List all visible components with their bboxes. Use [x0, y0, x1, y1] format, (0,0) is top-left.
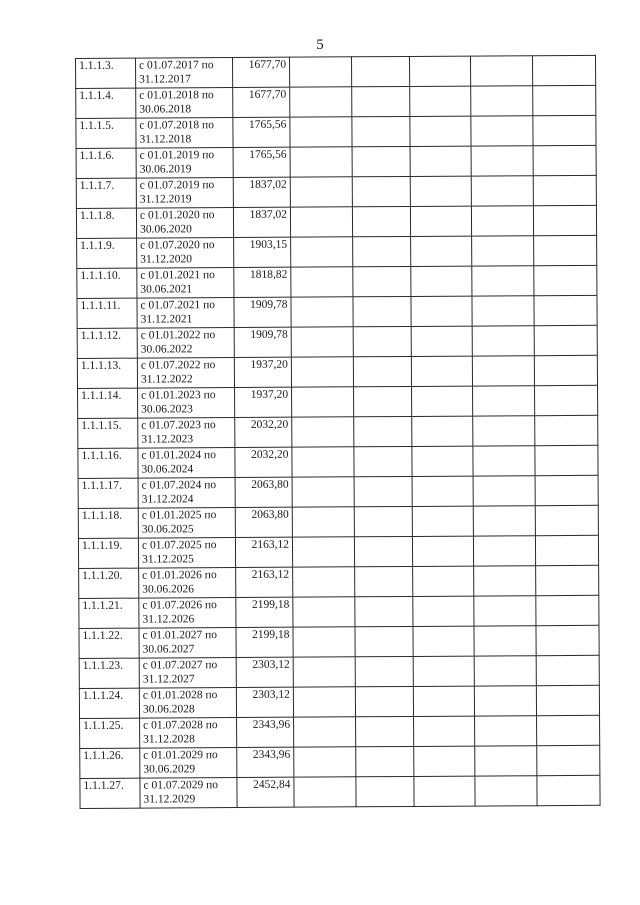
- period-start-text: с 01.07.2024 по: [141, 479, 217, 492]
- table-row: [80, 775, 600, 808]
- row-number-cell: 1.1.1.4.: [76, 88, 136, 118]
- tariff-value-cell: 1837,02: [233, 207, 290, 237]
- empty-cell: [356, 716, 414, 746]
- empty-cell: [412, 416, 473, 446]
- row-number-cell: 1.1.1.24.: [79, 688, 139, 718]
- period-cell: [140, 778, 237, 809]
- table-row: [76, 175, 596, 208]
- empty-cell: [292, 507, 354, 537]
- period-end-text: 30.06.2023: [141, 403, 193, 416]
- empty-cell: [290, 117, 352, 147]
- empty-cell: [354, 476, 412, 506]
- period-end-text: 30.06.2022: [140, 343, 193, 356]
- empty-cell: [473, 446, 535, 476]
- period-cell: [137, 298, 234, 329]
- period-end-text: 30.06.2026: [142, 583, 195, 596]
- period-start-text: с 01.07.2025 по: [141, 539, 217, 552]
- empty-cell: [294, 777, 356, 807]
- period-start-text: с 01.01.2029 по: [143, 749, 218, 762]
- row-number-cell: 1.1.1.25.: [80, 718, 140, 748]
- empty-cell: [290, 87, 352, 117]
- row-number-cell: 1.1.1.17.: [78, 478, 138, 508]
- empty-cell: [471, 116, 533, 146]
- table-row: [76, 205, 596, 238]
- period-start-text: с 01.01.2027 по: [142, 629, 218, 642]
- table-row: [78, 475, 598, 508]
- period-end-text: 30.06.2024: [141, 463, 194, 476]
- table-row: [76, 85, 596, 118]
- tariff-value-cell: 2063,80: [235, 507, 292, 537]
- period-start-text: с 01.01.2018 по: [139, 89, 214, 102]
- period-cell: [139, 568, 236, 599]
- tariff-value-cell: 1765,56: [233, 117, 290, 147]
- table-row: [78, 385, 598, 418]
- period-start-text: с 01.07.2022 по: [140, 359, 216, 372]
- period-start-text: с 01.07.2028 по: [143, 719, 218, 732]
- empty-cell: [413, 596, 474, 626]
- period-cell: [136, 58, 233, 89]
- period-start-text: с 01.01.2020 по: [139, 209, 215, 222]
- empty-cell: [355, 656, 413, 686]
- row-number-cell: 1.1.1.21.: [79, 598, 139, 628]
- empty-cell: [352, 146, 410, 176]
- table-row: [78, 445, 598, 478]
- table-row: [79, 565, 599, 598]
- empty-cell: [292, 387, 354, 417]
- empty-cell: [410, 176, 471, 206]
- tariff-value-cell: 2063,80: [235, 477, 292, 507]
- table-row: [78, 505, 598, 538]
- row-number-cell: 1.1.1.8.: [76, 208, 136, 238]
- period-start-text: с 01.07.2018 по: [139, 119, 214, 132]
- empty-cell: [352, 116, 410, 146]
- tariff-value-cell: 2303,12: [236, 687, 293, 717]
- table-row: [80, 745, 600, 778]
- period-end-text: 30.06.2029: [143, 763, 196, 776]
- empty-cell: [473, 386, 535, 416]
- table-row: [79, 685, 599, 718]
- empty-cell: [413, 686, 474, 716]
- empty-cell: [413, 656, 474, 686]
- row-number-cell: 1.1.1.26.: [80, 748, 140, 778]
- row-number-cell: 1.1.1.14.: [78, 388, 138, 418]
- period-cell: [138, 478, 235, 509]
- empty-cell: [354, 506, 412, 536]
- empty-cell: [471, 176, 533, 206]
- table-row: [78, 415, 598, 448]
- empty-cell: [537, 775, 600, 805]
- table-row: [77, 295, 597, 328]
- empty-cell: [293, 657, 355, 687]
- empty-cell: [474, 566, 536, 596]
- empty-cell: [536, 655, 599, 685]
- period-end-text: 31.12.2027: [142, 673, 195, 686]
- period-cell: [138, 418, 235, 449]
- tariff-value-cell: 1765,56: [233, 147, 290, 177]
- empty-cell: [411, 236, 472, 266]
- empty-cell: [291, 237, 353, 267]
- empty-cell: [474, 656, 536, 686]
- table-row: [77, 265, 597, 298]
- tariff-value-cell: 2343,96: [237, 747, 294, 777]
- empty-cell: [351, 56, 409, 86]
- row-number-cell: 1.1.1.20.: [79, 568, 139, 598]
- tariff-value-cell: 2303,12: [236, 657, 293, 687]
- period-start-text: с 01.07.2020 по: [140, 239, 215, 252]
- empty-cell: [410, 146, 471, 176]
- tariff-value-cell: 2452,84: [237, 777, 294, 807]
- empty-cell: [412, 506, 473, 536]
- empty-cell: [535, 445, 598, 475]
- empty-cell: [355, 596, 413, 626]
- tariff-value-cell: 1909,78: [234, 297, 291, 327]
- period-end-text: 31.12.2018: [139, 133, 192, 146]
- empty-cell: [356, 776, 414, 806]
- period-end-text: 31.12.2019: [139, 193, 192, 206]
- row-number-cell: 1.1.1.7.: [76, 178, 136, 208]
- tariff-value-cell: 2199,18: [236, 627, 293, 657]
- tariff-table-body: [76, 55, 601, 808]
- empty-cell: [410, 116, 471, 146]
- row-number-cell: 1.1.1.10.: [77, 268, 137, 298]
- period-cell: [140, 748, 237, 779]
- empty-cell: [533, 175, 596, 205]
- page-number: 5: [316, 37, 324, 53]
- period-cell: [136, 178, 233, 209]
- empty-cell: [352, 206, 410, 236]
- period-cell: [139, 628, 236, 659]
- tariff-value-cell: 1677,70: [233, 57, 290, 87]
- empty-cell: [472, 356, 534, 386]
- table-row: [77, 355, 597, 388]
- empty-cell: [293, 627, 355, 657]
- empty-cell: [355, 566, 413, 596]
- row-number-cell: 1.1.1.27.: [80, 778, 140, 808]
- period-end-text: 31.12.2029: [143, 793, 196, 806]
- period-start-text: с 01.07.2029 по: [143, 779, 218, 792]
- period-end-text: 31.12.2026: [142, 613, 195, 626]
- period-start-text: с 01.01.2021 по: [140, 269, 215, 282]
- period-end-text: 31.12.2020: [140, 253, 193, 266]
- empty-cell: [353, 236, 411, 266]
- empty-cell: [534, 235, 597, 265]
- tariff-value-cell: 1909,78: [234, 327, 291, 357]
- tariff-value-cell: 1937,20: [234, 357, 291, 387]
- period-start-text: с 01.01.2023 по: [141, 389, 216, 402]
- empty-cell: [534, 355, 597, 385]
- period-end-text: 30.06.2018: [139, 103, 192, 116]
- row-number-cell: 1.1.1.11.: [77, 298, 137, 328]
- empty-cell: [535, 475, 598, 505]
- period-cell: [140, 718, 237, 749]
- empty-cell: [414, 776, 475, 806]
- empty-cell: [473, 506, 535, 536]
- empty-cell: [353, 296, 411, 326]
- period-end-text: 31.12.2024: [141, 493, 194, 506]
- table-row: [76, 145, 596, 178]
- period-end-text: 30.06.2020: [140, 223, 192, 236]
- tariff-value-cell: 2343,96: [237, 717, 294, 747]
- empty-cell: [289, 57, 351, 87]
- empty-cell: [354, 536, 412, 566]
- tariff-value-cell: 2163,12: [235, 537, 292, 567]
- empty-cell: [472, 296, 534, 326]
- tariff-value-cell: 2199,18: [236, 597, 293, 627]
- row-number-cell: 1.1.1.12.: [77, 328, 137, 358]
- period-end-text: 31.12.2017: [139, 73, 191, 86]
- period-cell: [137, 328, 234, 359]
- period-cell: [138, 538, 235, 569]
- period-cell: [136, 148, 233, 179]
- row-number-cell: 1.1.1.3.: [76, 58, 136, 88]
- empty-cell: [290, 147, 352, 177]
- empty-cell: [533, 85, 596, 115]
- row-number-cell: 1.1.1.13.: [77, 358, 137, 388]
- empty-cell: [534, 295, 597, 325]
- empty-cell: [412, 386, 473, 416]
- empty-cell: [291, 267, 353, 297]
- empty-cell: [472, 236, 534, 266]
- empty-cell: [292, 477, 354, 507]
- table-row: [80, 715, 600, 748]
- period-start-text: с 01.01.2024 по: [141, 449, 216, 462]
- empty-cell: [535, 505, 598, 535]
- table-row: [77, 325, 597, 358]
- empty-cell: [291, 327, 353, 357]
- period-end-text: 30.06.2025: [141, 523, 194, 536]
- empty-cell: [474, 596, 536, 626]
- empty-cell: [473, 476, 535, 506]
- period-cell: [138, 448, 235, 479]
- empty-cell: [414, 746, 475, 776]
- empty-cell: [470, 56, 532, 86]
- empty-cell: [533, 205, 596, 235]
- period-start-text: с 01.01.2026 по: [142, 569, 217, 582]
- empty-cell: [355, 686, 413, 716]
- empty-cell: [356, 746, 414, 776]
- tariff-value-cell: 2032,20: [235, 417, 292, 447]
- period-cell: [138, 388, 235, 419]
- period-end-text: 30.06.2027: [142, 643, 195, 656]
- empty-cell: [535, 535, 598, 565]
- row-number-cell: 1.1.1.22.: [79, 628, 139, 658]
- empty-cell: [413, 566, 474, 596]
- empty-cell: [290, 177, 352, 207]
- period-start-text: с 01.07.2027 по: [142, 659, 218, 672]
- empty-cell: [410, 86, 471, 116]
- empty-cell: [535, 415, 598, 445]
- empty-cell: [471, 146, 533, 176]
- empty-cell: [352, 86, 410, 116]
- period-cell: [137, 238, 234, 269]
- empty-cell: [536, 685, 599, 715]
- empty-cell: [355, 626, 413, 656]
- empty-cell: [292, 447, 354, 477]
- table-row: [76, 55, 596, 88]
- period-cell: [139, 688, 236, 719]
- empty-cell: [294, 717, 356, 747]
- period-end-text: 30.06.2019: [139, 163, 192, 176]
- period-start-text: с 01.07.2017 по: [139, 59, 214, 72]
- row-number-cell: 1.1.1.6.: [76, 148, 136, 178]
- empty-cell: [412, 476, 473, 506]
- table-row: [79, 655, 599, 688]
- empty-cell: [535, 385, 598, 415]
- empty-cell: [354, 386, 412, 416]
- empty-cell: [536, 625, 599, 655]
- period-end-text: 31.12.2021: [140, 313, 193, 326]
- period-end-text: 31.12.2023: [141, 433, 194, 446]
- period-end-text: 31.12.2028: [143, 733, 195, 746]
- empty-cell: [411, 296, 472, 326]
- empty-cell: [532, 55, 595, 85]
- empty-cell: [473, 416, 535, 446]
- period-end-text: 30.06.2028: [142, 703, 195, 716]
- period-cell: [137, 268, 234, 299]
- empty-cell: [533, 115, 596, 145]
- empty-cell: [293, 597, 355, 627]
- period-start-text: с 01.01.2025 по: [141, 509, 217, 522]
- empty-cell: [536, 595, 599, 625]
- period-end-text: 31.12.2025: [142, 553, 194, 566]
- empty-cell: [475, 716, 537, 746]
- period-start-text: с 01.01.2028 по: [142, 689, 218, 702]
- tariff-value-cell: 2032,20: [235, 447, 292, 477]
- row-number-cell: 1.1.1.18.: [78, 508, 138, 538]
- table-row: [76, 115, 596, 148]
- empty-cell: [411, 266, 472, 296]
- empty-cell: [471, 206, 533, 236]
- row-number-cell: 1.1.1.15.: [78, 418, 138, 448]
- table-row: [79, 595, 599, 628]
- row-number-cell: 1.1.1.23.: [79, 658, 139, 688]
- empty-cell: [293, 567, 355, 597]
- period-cell: [139, 658, 236, 689]
- period-start-text: с 01.01.2019 по: [139, 149, 215, 162]
- table-row: [79, 625, 599, 658]
- table-row: [77, 235, 597, 268]
- empty-cell: [291, 297, 353, 327]
- period-start-text: с 01.07.2021 по: [140, 299, 216, 312]
- empty-cell: [536, 565, 599, 595]
- empty-cell: [411, 326, 472, 356]
- period-cell: [137, 358, 234, 389]
- empty-cell: [475, 776, 537, 806]
- tariff-value-cell: 2163,12: [236, 567, 293, 597]
- period-end-text: 31.12.2022: [140, 373, 193, 386]
- empty-cell: [537, 745, 600, 775]
- empty-cell: [411, 356, 472, 386]
- period-start-text: с 01.07.2026 по: [142, 599, 217, 612]
- row-number-cell: 1.1.1.5.: [76, 118, 136, 148]
- empty-cell: [412, 536, 473, 566]
- empty-cell: [292, 537, 354, 567]
- empty-cell: [409, 56, 470, 86]
- empty-cell: [473, 536, 535, 566]
- empty-cell: [353, 356, 411, 386]
- empty-cell: [534, 325, 597, 355]
- tariff-value-cell: 1837,02: [233, 177, 290, 207]
- tariff-value-cell: 1677,70: [233, 87, 290, 117]
- empty-cell: [291, 357, 353, 387]
- empty-cell: [293, 687, 355, 717]
- tariff-table: [75, 55, 601, 809]
- period-end-text: 30.06.2021: [140, 283, 193, 296]
- empty-cell: [414, 716, 475, 746]
- empty-cell: [353, 266, 411, 296]
- empty-cell: [353, 326, 411, 356]
- empty-cell: [533, 145, 596, 175]
- row-number-cell: 1.1.1.16.: [78, 448, 138, 478]
- empty-cell: [474, 626, 536, 656]
- row-number-cell: 1.1.1.9.: [77, 238, 137, 268]
- empty-cell: [294, 747, 356, 777]
- empty-cell: [413, 626, 474, 656]
- period-cell: [138, 508, 235, 539]
- period-start-text: с 01.01.2022 по: [140, 329, 216, 342]
- period-cell: [139, 598, 236, 629]
- row-number-cell: 1.1.1.19.: [78, 538, 138, 568]
- empty-cell: [472, 326, 534, 356]
- empty-cell: [471, 86, 533, 116]
- empty-cell: [354, 416, 412, 446]
- empty-cell: [412, 446, 473, 476]
- empty-cell: [290, 207, 352, 237]
- empty-cell: [474, 686, 536, 716]
- empty-cell: [354, 446, 412, 476]
- table-row: [78, 535, 598, 568]
- period-cell: [136, 88, 233, 119]
- tariff-value-cell: 1818,82: [234, 267, 291, 297]
- empty-cell: [534, 265, 597, 295]
- empty-cell: [472, 266, 534, 296]
- period-start-text: с 01.07.2023 по: [141, 419, 216, 432]
- period-cell: [136, 208, 233, 239]
- empty-cell: [292, 417, 354, 447]
- period-cell: [136, 118, 233, 149]
- empty-cell: [475, 746, 537, 776]
- empty-cell: [352, 176, 410, 206]
- empty-cell: [537, 715, 600, 745]
- tariff-value-cell: 1903,15: [234, 237, 291, 267]
- empty-cell: [410, 206, 471, 236]
- period-start-text: с 01.07.2019 по: [139, 179, 215, 192]
- tariff-value-cell: 1937,20: [235, 387, 292, 417]
